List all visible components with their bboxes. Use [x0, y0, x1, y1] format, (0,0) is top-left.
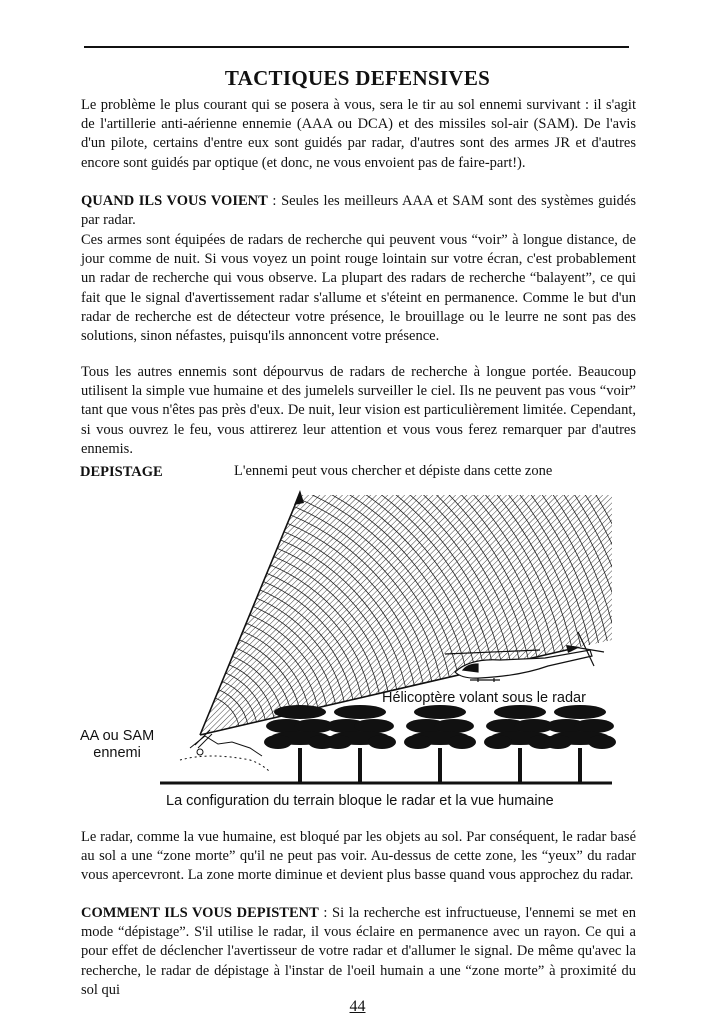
- page-title: TACTIQUES DEFENSIVES: [224, 66, 491, 90]
- page-number: 44: [349, 998, 366, 1015]
- paragraph-other-enemies: Tous les autres ennemis sont dépourvus de radars de recherche à longue portée. Beaucoup utilisent la simple vue humaine et des jumelels surveiller le ciel. Ils ne peuvent pas vous “voir” tant que vous n'êtes pas près d'eux. De nuit, leur vision est particulièrement limitée. Cependant, si vous ouvrez le feu, vous attirerez leur attention et vous vous ferez remarquer par d'autres ennemis.: [81, 364, 636, 457]
- paragraph-when-they-see: [81, 192, 636, 230]
- trees-group: [264, 705, 616, 783]
- terrain-caption: La configuration du terrain bloque le radar et la vue humaine: [166, 793, 554, 809]
- paragraph-intro: Le problème le plus courant qui se posera à vous, sera le tir au sol ennemi survivant : il s'agit de l'artillerie anti-aérienne ennemie (AAA ou DCA) et des missiles sol-air (SAM). De l'avis d'un pilote, certains d'entre eux sont guidés par radar, d'autres sont des armes JR et d'autres encore sont guidés par optique (et donc, ne vous envoient pas de faire-part!).: [81, 97, 636, 171]
- section-subtitle: L'ennemi peut vous chercher et dépiste dans cette zone: [234, 463, 553, 479]
- tree-icon: [324, 705, 396, 783]
- paragraph-body: : Si la recherche est infructueuse, l'ennemi se met en mode “dépistage”. S'il utilise le radar, il vous éclaire en permanence avec un rayon. Ce qui a pour effet de déclencher l'avertisseur de votre radar et d'allumer le signal. De même qu'avec la recherche, le radar de dépistage à l'instar de l'oeil humain a une “zone morte” à proximité du sol qui: [81, 905, 636, 998]
- helicopter-label: Hélicoptère volant sous le radar: [382, 690, 586, 706]
- aa-label: [80, 728, 154, 762]
- tree-icon: [544, 705, 616, 783]
- paragraph-search-radar: Ces armes sont équipées de radars de recherche qui peuvent vous “voir” à longue distance, de jour comme de nuit. Si vous voyez un point rouge lointain sur votre écran, c'est probablement un radar de recherche qui vous observe. La plupart des radars de recherche “balayent”, ce qui fait que le signal d'avertissement radar s'allume et s'éteint en permanence. Comme le but d'un radar de recherche est de détecteur votre présence, le brouillage ou le leurre ne sont pas des solutions, sinon néfastes, puisqu'ils annoncent votre présence.: [81, 232, 636, 345]
- paragraph-heading: COMMENT ILS VOUS DEPISTENT: [81, 905, 319, 921]
- paragraph-heading: QUAND ILS VOUS VOIENT: [81, 193, 268, 209]
- paragraph-body: : Seules les meilleurs AAA et SAM sont des systèmes guidés par radar.: [81, 193, 636, 229]
- paragraph-dead-zone: Le radar, comme la vue humaine, est bloqué par les objets au sol. Par conséquent, le radar basé au sol a une “zone morte” qu'il ne peut pas voir. Au-dessus de cette zone, les “yeux” du radar vous apercevront. La zone morte diminue et devient plus basse quand vous approchez du radar.: [81, 829, 636, 884]
- section-heading-depistage: DEPISTAGE: [80, 464, 163, 480]
- top-rule: [84, 46, 629, 48]
- aa-label-line1: AA ou SAM: [80, 728, 155, 744]
- paragraph-tracking: [81, 904, 636, 1000]
- tree-icon: [404, 705, 476, 783]
- aa-gun-icon: [180, 730, 270, 772]
- aa-label-line2: ennemi: [93, 745, 141, 761]
